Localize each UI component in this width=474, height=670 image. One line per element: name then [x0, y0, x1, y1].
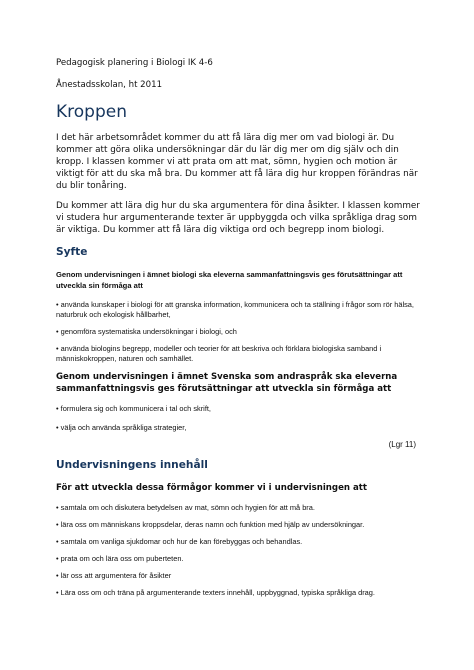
list-item: • lära oss om människans kroppsdelar, deras namn och funktion med hjälp av undersökningar.	[56, 520, 424, 530]
biologi-purpose-list	[56, 300, 424, 364]
list-item: • använda kunskaper i biologi för att granska information, kommunicera och ta ställning i frågor som rör hälsa, naturbruk och ekologisk hållbarhet,	[56, 300, 424, 320]
list-item: • lär oss att argumentera för åsikter	[56, 571, 424, 581]
list-item: • prata om och lära oss om puberteten.	[56, 554, 424, 564]
svenska-purpose-intro: Genom undervisningen i ämnet Svenska som andraspråk ska eleverna sammanfattningsvis ges förutsättningar att utveckla sin förmåga att	[56, 372, 398, 394]
list-item: • Lära oss om och träna på argumenterande texters innehåll, uppbyggnad, typiska språkliga drag.	[56, 588, 424, 598]
innehall-heading: Undervisningens innehåll	[56, 459, 208, 471]
innehall-intro: För att utveckla dessa förmågor kommer vi i undervisningen att	[56, 483, 368, 493]
list-item: • samtala om och diskutera betydelsen av mat, sömn och hygien för att må bra.	[56, 503, 424, 513]
page-content	[56, 58, 424, 605]
school-line: Ånestadsskolan, ht 2011	[56, 80, 163, 90]
curriculum-reference: (Lgr 11)	[388, 440, 416, 449]
syfte-heading: Syfte	[56, 246, 88, 258]
intro-section	[56, 132, 424, 236]
list-item: • genomföra systematiska undersökningar i biologi, och	[56, 327, 424, 337]
innehall-list	[56, 503, 424, 598]
list-item: • använda biologins begrepp, modeller och teorier för att beskriva och förklara biologiska samband i människokroppen, naturen och samhället.	[56, 344, 424, 364]
document-title: Kroppen	[56, 102, 127, 122]
list-item: • samtala om vanliga sjukdomar och hur de kan förebyggas och behandlas.	[56, 537, 424, 547]
intro-paragraph: Du kommer att lära dig hur du ska argumentera för dina åsikter. I klassen kommer vi studera hur argumenterande texter är uppbyggda och vilka språkliga drag som är viktiga. Du kommer att få lära dig viktiga ord och begrepp inom biologi.	[56, 201, 420, 235]
document-header-line: Pedagogisk planering i Biologi IK 4-6	[56, 58, 213, 68]
list-item: • formulera sig och kommunicera i tal och skrift,	[56, 404, 424, 414]
svenska-purpose-list	[56, 404, 424, 433]
intro-paragraph: I det här arbetsområdet kommer du att få lära dig mer om vad biologi är. Du kommer att göra olika undersökningar där du lär dig mer om dig själv och din kropp. I klassen kommer vi att prata om att mat, sömn, hygien och motion är viktigt för att du ska må bra. Du kommer att få lära dig hur kroppen förändras när du blir tonåring.	[56, 133, 418, 191]
biologi-purpose-intro: Genom undervisningen i ämnet biologi ska eleverna sammanfattningsvis ges förutsättningar att utveckla sin förmåga att	[56, 270, 403, 290]
list-item: • välja och använda språkliga strategier,	[56, 423, 424, 433]
